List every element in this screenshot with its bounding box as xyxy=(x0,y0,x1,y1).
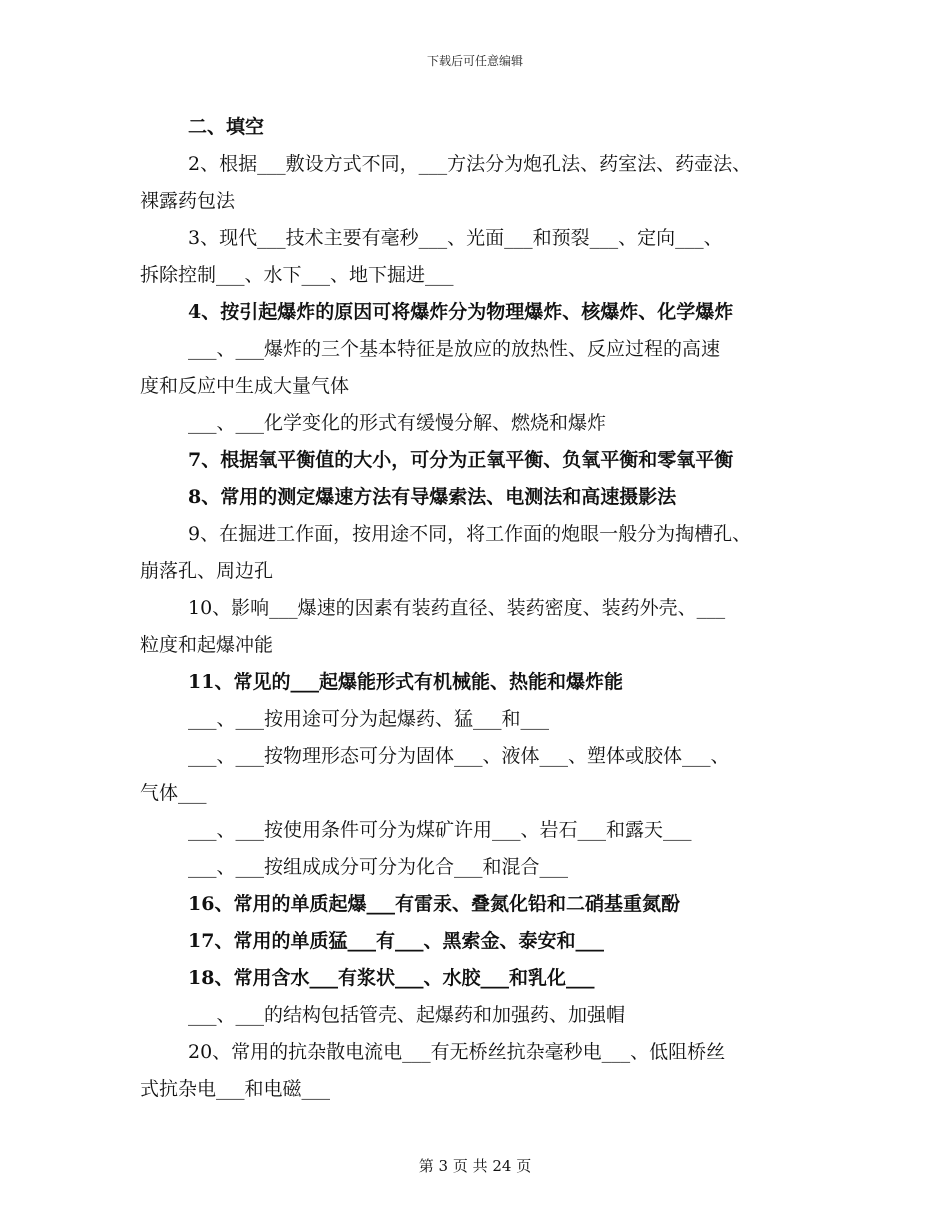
item-14: ___、___按使用条件可分为煤矿许用___、岩石___和露天___ xyxy=(188,819,692,841)
item-2-line-2: 裸露药包法 xyxy=(140,190,236,212)
item-20-line-2: 式抗杂电___和电磁___ xyxy=(140,1078,331,1100)
item-11: 11、常见的___起爆能形式有机械能、热能和爆炸能 xyxy=(188,671,623,693)
item-8: 8、常用的测定爆速方法有导爆索法、电测法和高速摄影法 xyxy=(188,486,677,508)
item-19: ___、___的结构包括管壳、起爆药和加强药、加强帽 xyxy=(188,1004,626,1026)
item-10-line-1: 10、影响___爆速的因素有装药直径、装药密度、装药外壳、___ xyxy=(188,597,726,619)
item-9-line-2: 崩落孔、周边孔 xyxy=(140,560,274,582)
item-9-line-1: 9、在掘进工作面，按用途不同，将工作面的炮眼一般分为掏槽孔、 xyxy=(188,523,752,545)
page-header: 下载后可任意编辑 xyxy=(426,54,523,68)
item-18: 18、常用含水___有浆状___、水胶___和乳化___ xyxy=(188,967,595,989)
item-4: 4、按引起爆炸的原因可将爆炸分为物理爆炸、核爆炸、化学爆炸 xyxy=(188,301,734,323)
item-5-line-2: 度和反应中生成大量气体 xyxy=(140,375,350,397)
item-16: 16、常用的单质起爆___有雷汞、叠氮化铅和二硝基重氮酚 xyxy=(188,893,680,915)
item-3-line-2: 拆除控制___、水下___、地下掘进___ xyxy=(140,264,454,286)
page-number: 第 3 页 共 24 页 xyxy=(418,1157,532,1175)
item-3-line-1: 3、现代___技术主要有毫秒___、光面___和预裂___、定向___、 xyxy=(188,227,723,249)
item-15: ___、___按组成成分可分为化合___和混合___ xyxy=(188,856,569,878)
item-13-line-1: ___、___按物理形态可分为固体___、液体___、塑体或胶体___、 xyxy=(188,745,730,767)
section-heading: 二、填空 xyxy=(188,116,265,138)
item-13-line-2: 气体___ xyxy=(140,782,207,804)
item-6: ___、___化学变化的形式有缓慢分解、燃烧和爆炸 xyxy=(188,412,607,434)
item-12: ___、___按用途可分为起爆药、猛___和___ xyxy=(188,708,550,730)
item-2-line-1: 2、根据___敷设方式不同，___方法分为炮孔法、药室法、药壶法、 xyxy=(188,153,752,175)
item-10-line-2: 粒度和起爆冲能 xyxy=(140,634,274,656)
item-17: 17、常用的单质猛___有___、黑索金、泰安和___ xyxy=(188,930,604,952)
item-20-line-1: 20、常用的抗杂散电流电___有无桥丝抗杂毫秒电___、低阻桥丝 xyxy=(188,1041,726,1063)
item-7: 7、根据氧平衡值的大小，可分为正氧平衡、负氧平衡和零氧平衡 xyxy=(188,449,734,471)
item-5-line-1: ___、___爆炸的三个基本特征是放应的放热性、反应过程的高速 xyxy=(188,338,721,360)
